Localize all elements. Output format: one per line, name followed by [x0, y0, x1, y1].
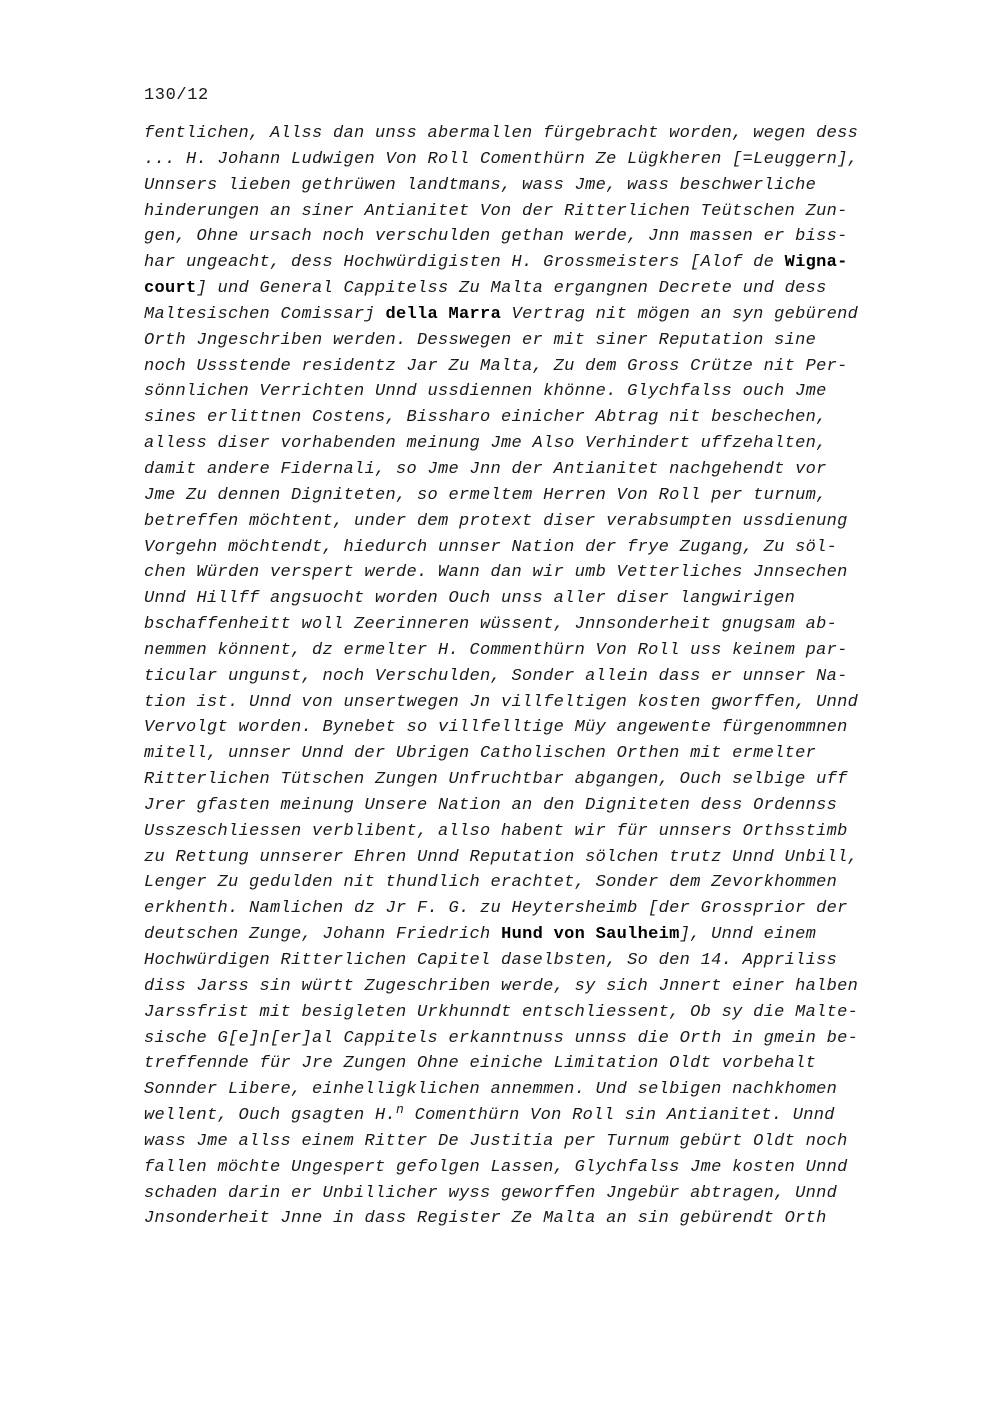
text-segment: wass Jme allss einem Ritter De Justitia per Turnum gebürt Oldt noch — [144, 1131, 848, 1151]
text-segment: alless diser vorhabenden meinung Jme Also Verhindert uffzehalten, — [144, 434, 827, 454]
text-segment: fentlichen, Allss dan unss abermallen fürgebracht worden, wegen dess — [144, 124, 859, 143]
text-segment: Unnd Hillff angsuocht worden Ouch unss aller diser langwirigen — [144, 589, 796, 609]
text-line — [144, 715, 924, 741]
text-segment: sönnlichen Verrichten Unnd ussdiennen khönne. Glychfalss ouch Jme — [144, 382, 827, 402]
text-line — [144, 483, 924, 509]
text-segment: gen, Ohne ursach noch verschulden gethan werde, Jnn massen er biss- — [144, 227, 848, 247]
text-line — [144, 819, 924, 845]
text-line — [144, 509, 924, 535]
text-segment: Vorgehn möchtendt, hiedurch unnser Nation der frye Zugang, Zu söl- — [144, 537, 838, 557]
text-segment: erkhenth. Namlichen dz Jr F. G. zu Heytersheimb [der Grossprior der — [144, 899, 848, 919]
text-line — [144, 1000, 924, 1026]
text-line — [144, 767, 924, 793]
text-segment: ticular ungunst, noch Verschulden, Sonder allein dass er unnser Na- — [144, 666, 848, 686]
bold-name-segment: della Marra — [385, 304, 502, 324]
text-line — [144, 405, 924, 431]
text-segment: sische G[e]n[er]al Cappitels erkanntnuss unnss die Orth in gmein be- — [144, 1028, 859, 1048]
text-segment: Sonnder Libere, einhelligklichen annemmen. Und selbigen nachkhomen — [144, 1080, 838, 1100]
text-segment: Lenger Zu gedulden nit thundlich erachtet, Sonder dem Zevorkhommen — [144, 873, 838, 893]
text-segment: treffennde für Jre Zungen Ohne einiche Limitation Oldt vorbehalt — [144, 1054, 817, 1074]
text-segment: noch Ussstende residentz Jar Zu Malta, Zu dem Gross Crütze nit Per- — [144, 356, 848, 376]
text-segment: damit andere Fidernali, so Jme Jnn der Antianitet nachgehendt vor — [144, 459, 827, 479]
text-line — [144, 250, 924, 276]
text-line — [144, 586, 924, 612]
text-line — [144, 276, 924, 302]
text-line — [144, 173, 924, 199]
text-line — [144, 1181, 924, 1207]
text-line — [144, 638, 924, 664]
text-segment: Jrer gfasten meinung Unsere Nation an den Digniteten dess Ordennss — [144, 795, 838, 815]
text-line — [144, 328, 924, 354]
text-line — [144, 354, 924, 380]
text-segment: Unnsers lieben gethrüwen landtmans, wass Jme, wass beschwerliche — [144, 175, 817, 195]
text-line — [144, 793, 924, 819]
text-segment: Hochwürdigen Ritterlichen Capitel daselbsten, So den 14. Appriliss — [144, 951, 838, 970]
text-segment: nemmen könnent, dz ermelter H. Commenthürn Von Roll uss keinem par- — [144, 640, 848, 660]
text-line — [144, 379, 924, 405]
text-line — [144, 690, 924, 716]
text-line — [144, 1206, 924, 1232]
text-segment: Ritterlichen Tütschen Zungen Unfruchtbar abgangen, Ouch selbige uff — [144, 770, 848, 790]
text-segment: ... H. Johann Ludwigen Von Roll Comenthürn Ze Lügkheren [=Leuggern], — [144, 149, 859, 169]
text-segment: Vervolgt worden. Bynebet so villfelltige Müy angewente fürgenommnen — [144, 718, 848, 738]
text-segment: deutschen Zunge, Johann Friedrich — [144, 925, 502, 945]
text-segment: tion ist. Unnd von unsertwegen Jn villfeltigen kosten gworffen, Unnd — [144, 692, 859, 712]
text-line — [144, 870, 924, 896]
text-segment: chen Würden verspert werde. Wann dan wir umb Vetterliches Jnnsechen — [144, 563, 848, 583]
text-line — [144, 121, 924, 147]
text-line — [144, 457, 924, 483]
text-segment: schaden darin er Unbillicher wyss geworffen Jngebür abtragen, Unnd — [144, 1183, 838, 1203]
text-segment: Jarssfrist mit besigleten Urkhunndt entschliessent, Ob sy die Malte- — [144, 1002, 859, 1022]
text-line — [144, 896, 924, 922]
text-line — [144, 922, 924, 948]
text-line — [144, 1077, 924, 1103]
text-segment: Usszeschliessen verblibent, allso habent wir für unnsers Orthsstimb — [144, 821, 848, 841]
transcription-text — [144, 121, 924, 1232]
superscript-segment: n — [396, 1102, 405, 1118]
text-segment: hinderungen an siner Antianitet Von der Ritterlichen Teütschen Zun- — [144, 201, 848, 221]
text-segment: sines erlittnen Costens, Bissharo einicher Abtrag nit beschechen, — [144, 408, 827, 428]
bold-name-segment: court — [144, 279, 197, 299]
text-segment: Maltesischen Comissarj — [144, 304, 386, 324]
text-line — [144, 974, 924, 1000]
bold-name-segment: Wigna- — [784, 253, 848, 273]
text-line — [144, 535, 924, 561]
text-line — [144, 1155, 924, 1181]
text-line — [144, 560, 924, 586]
text-line — [144, 1026, 924, 1052]
text-segment: betreffen möchtent, under dem protext diser verabsumpten ussdienung — [144, 511, 848, 531]
text-segment: wellent, Ouch gsagten H. — [144, 1106, 397, 1126]
text-segment: ], Unnd einem — [679, 925, 817, 945]
text-segment: har ungeacht, dess Hochwürdigisten H. Grossmeisters [Alof de — [144, 253, 785, 273]
bold-name-segment: Hund von Saulheim — [501, 925, 680, 945]
text-line — [144, 948, 924, 974]
text-line — [144, 224, 924, 250]
text-segment: mitell, unnser Unnd der Ubrigen Catholischen Orthen mit ermelter — [144, 744, 817, 764]
text-line — [144, 664, 924, 690]
text-segment: Jme Zu dennen Digniteten, so ermeltem Herren Von Roll per turnum, — [144, 485, 827, 505]
text-segment: zu Rettung unnserer Ehren Unnd Reputation sölchen trutz Unnd Unbill, — [144, 847, 859, 867]
text-line — [144, 741, 924, 767]
text-segment: ] und General Cappitelss Zu Malta ergangnen Decrete und dess — [196, 279, 827, 299]
text-segment: Vertrag nit mögen an syn gebürend — [501, 304, 859, 324]
text-line — [144, 431, 924, 457]
text-line — [144, 147, 924, 173]
text-segment: Orth Jngeschriben werden. Desswegen er mit siner Reputation sine — [144, 330, 817, 350]
text-segment: Jnsonderheit Jnne in dass Register Ze Malta an sin gebürendt Orth — [144, 1209, 827, 1229]
text-line — [144, 1129, 924, 1155]
text-segment: fallen möchte Ungespert gefolgen Lassen, Glychfalss Jme kosten Unnd — [144, 1157, 848, 1177]
text-line — [144, 1103, 924, 1129]
text-line — [144, 199, 924, 225]
text-segment: diss Jarss sin württ Zugeschriben werde, sy sich Jnnert einer halben — [144, 976, 859, 996]
text-segment: bschaffenheitt woll Zeerinneren wüssent, Jnnsonderheit gnugsam ab- — [144, 615, 838, 635]
page-number: 130/12 — [144, 86, 209, 105]
text-line — [144, 845, 924, 871]
text-line — [144, 1051, 924, 1077]
text-line — [144, 612, 924, 638]
text-line — [144, 302, 924, 328]
text-segment: Comenthürn Von Roll sin Antianitet. Unnd — [404, 1106, 835, 1126]
